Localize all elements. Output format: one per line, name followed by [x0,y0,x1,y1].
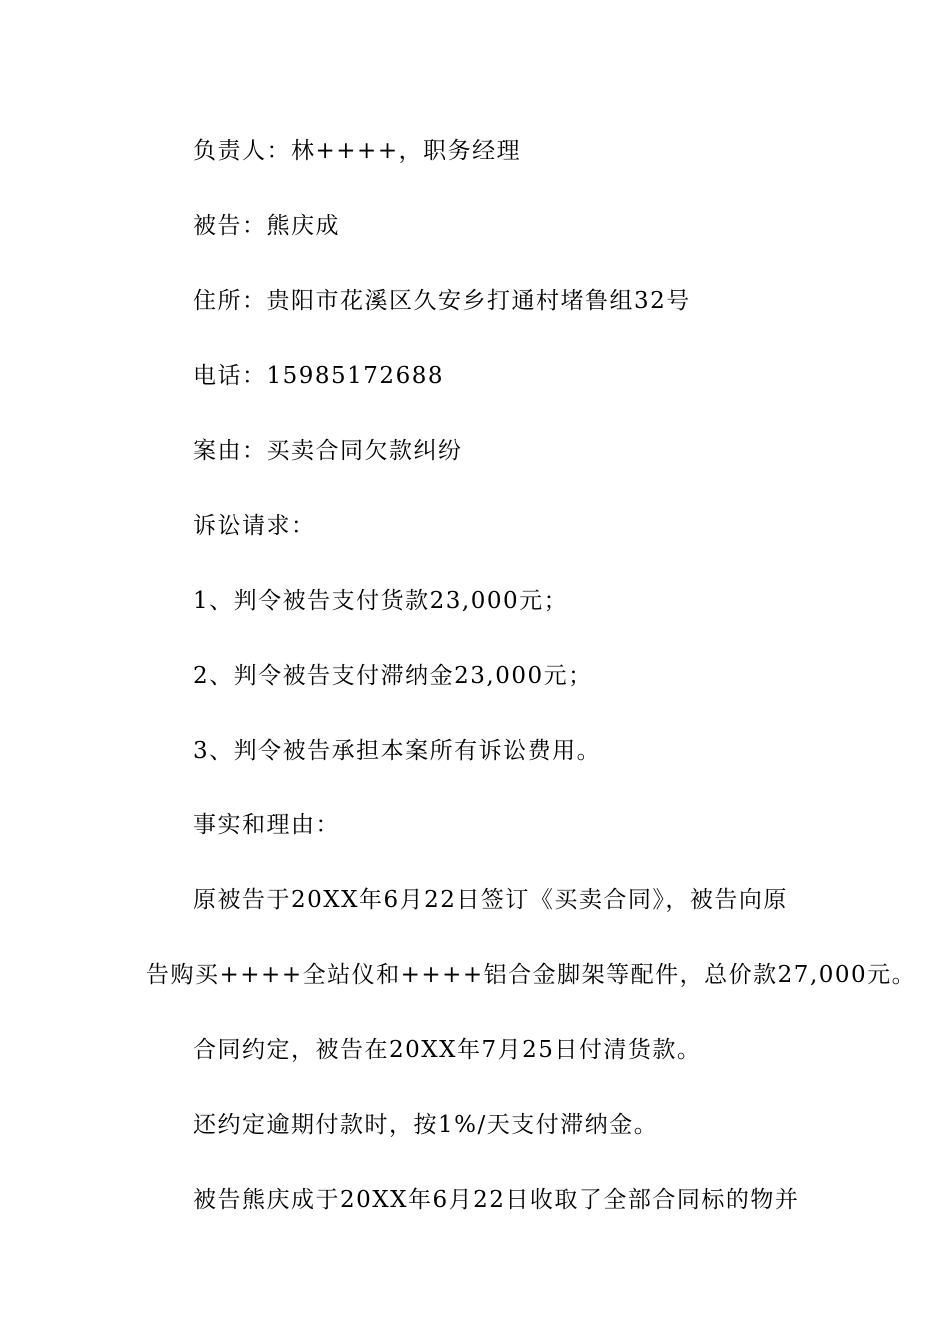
defendant-line: 被告：熊庆成 [193,213,340,239]
claims-heading: 诉讼请求： [193,513,316,539]
claim-item-2: 2、判令被告支付滞纳金23,000元； [193,663,593,689]
phone-line: 电话：15985172688 [193,363,444,389]
facts-heading: 事实和理由： [193,812,340,838]
responsible-person-line: 负责人：林++++，职务经理 [193,138,522,164]
late-fee-line: 还约定逾期付款时，按1%/天支付滞纳金。 [193,1112,659,1138]
claim-item-1: 1、判令被告支付货款23,000元； [193,588,569,614]
receipt-line: 被告熊庆成于20XX年6月22日收取了全部合同标的物并 [193,1187,800,1213]
facts-paragraph-line-2: 告购买++++全站仪和++++铝合金脚架等配件，总价款27,000元。 [146,962,917,988]
address-line: 住所：贵阳市花溪区久安乡打通村堵鲁组32号 [193,288,691,314]
facts-paragraph-line-1: 原被告于20XX年6月22日签订《买卖合同》，被告向原 [193,887,788,913]
contract-terms-line: 合同约定，被告在20XX年7月25日付清货款。 [193,1037,702,1063]
claim-item-3: 3、判令被告承担本案所有诉讼费用。 [193,738,602,764]
case-cause-line: 案由：买卖合同欠款纠纷 [193,438,463,464]
